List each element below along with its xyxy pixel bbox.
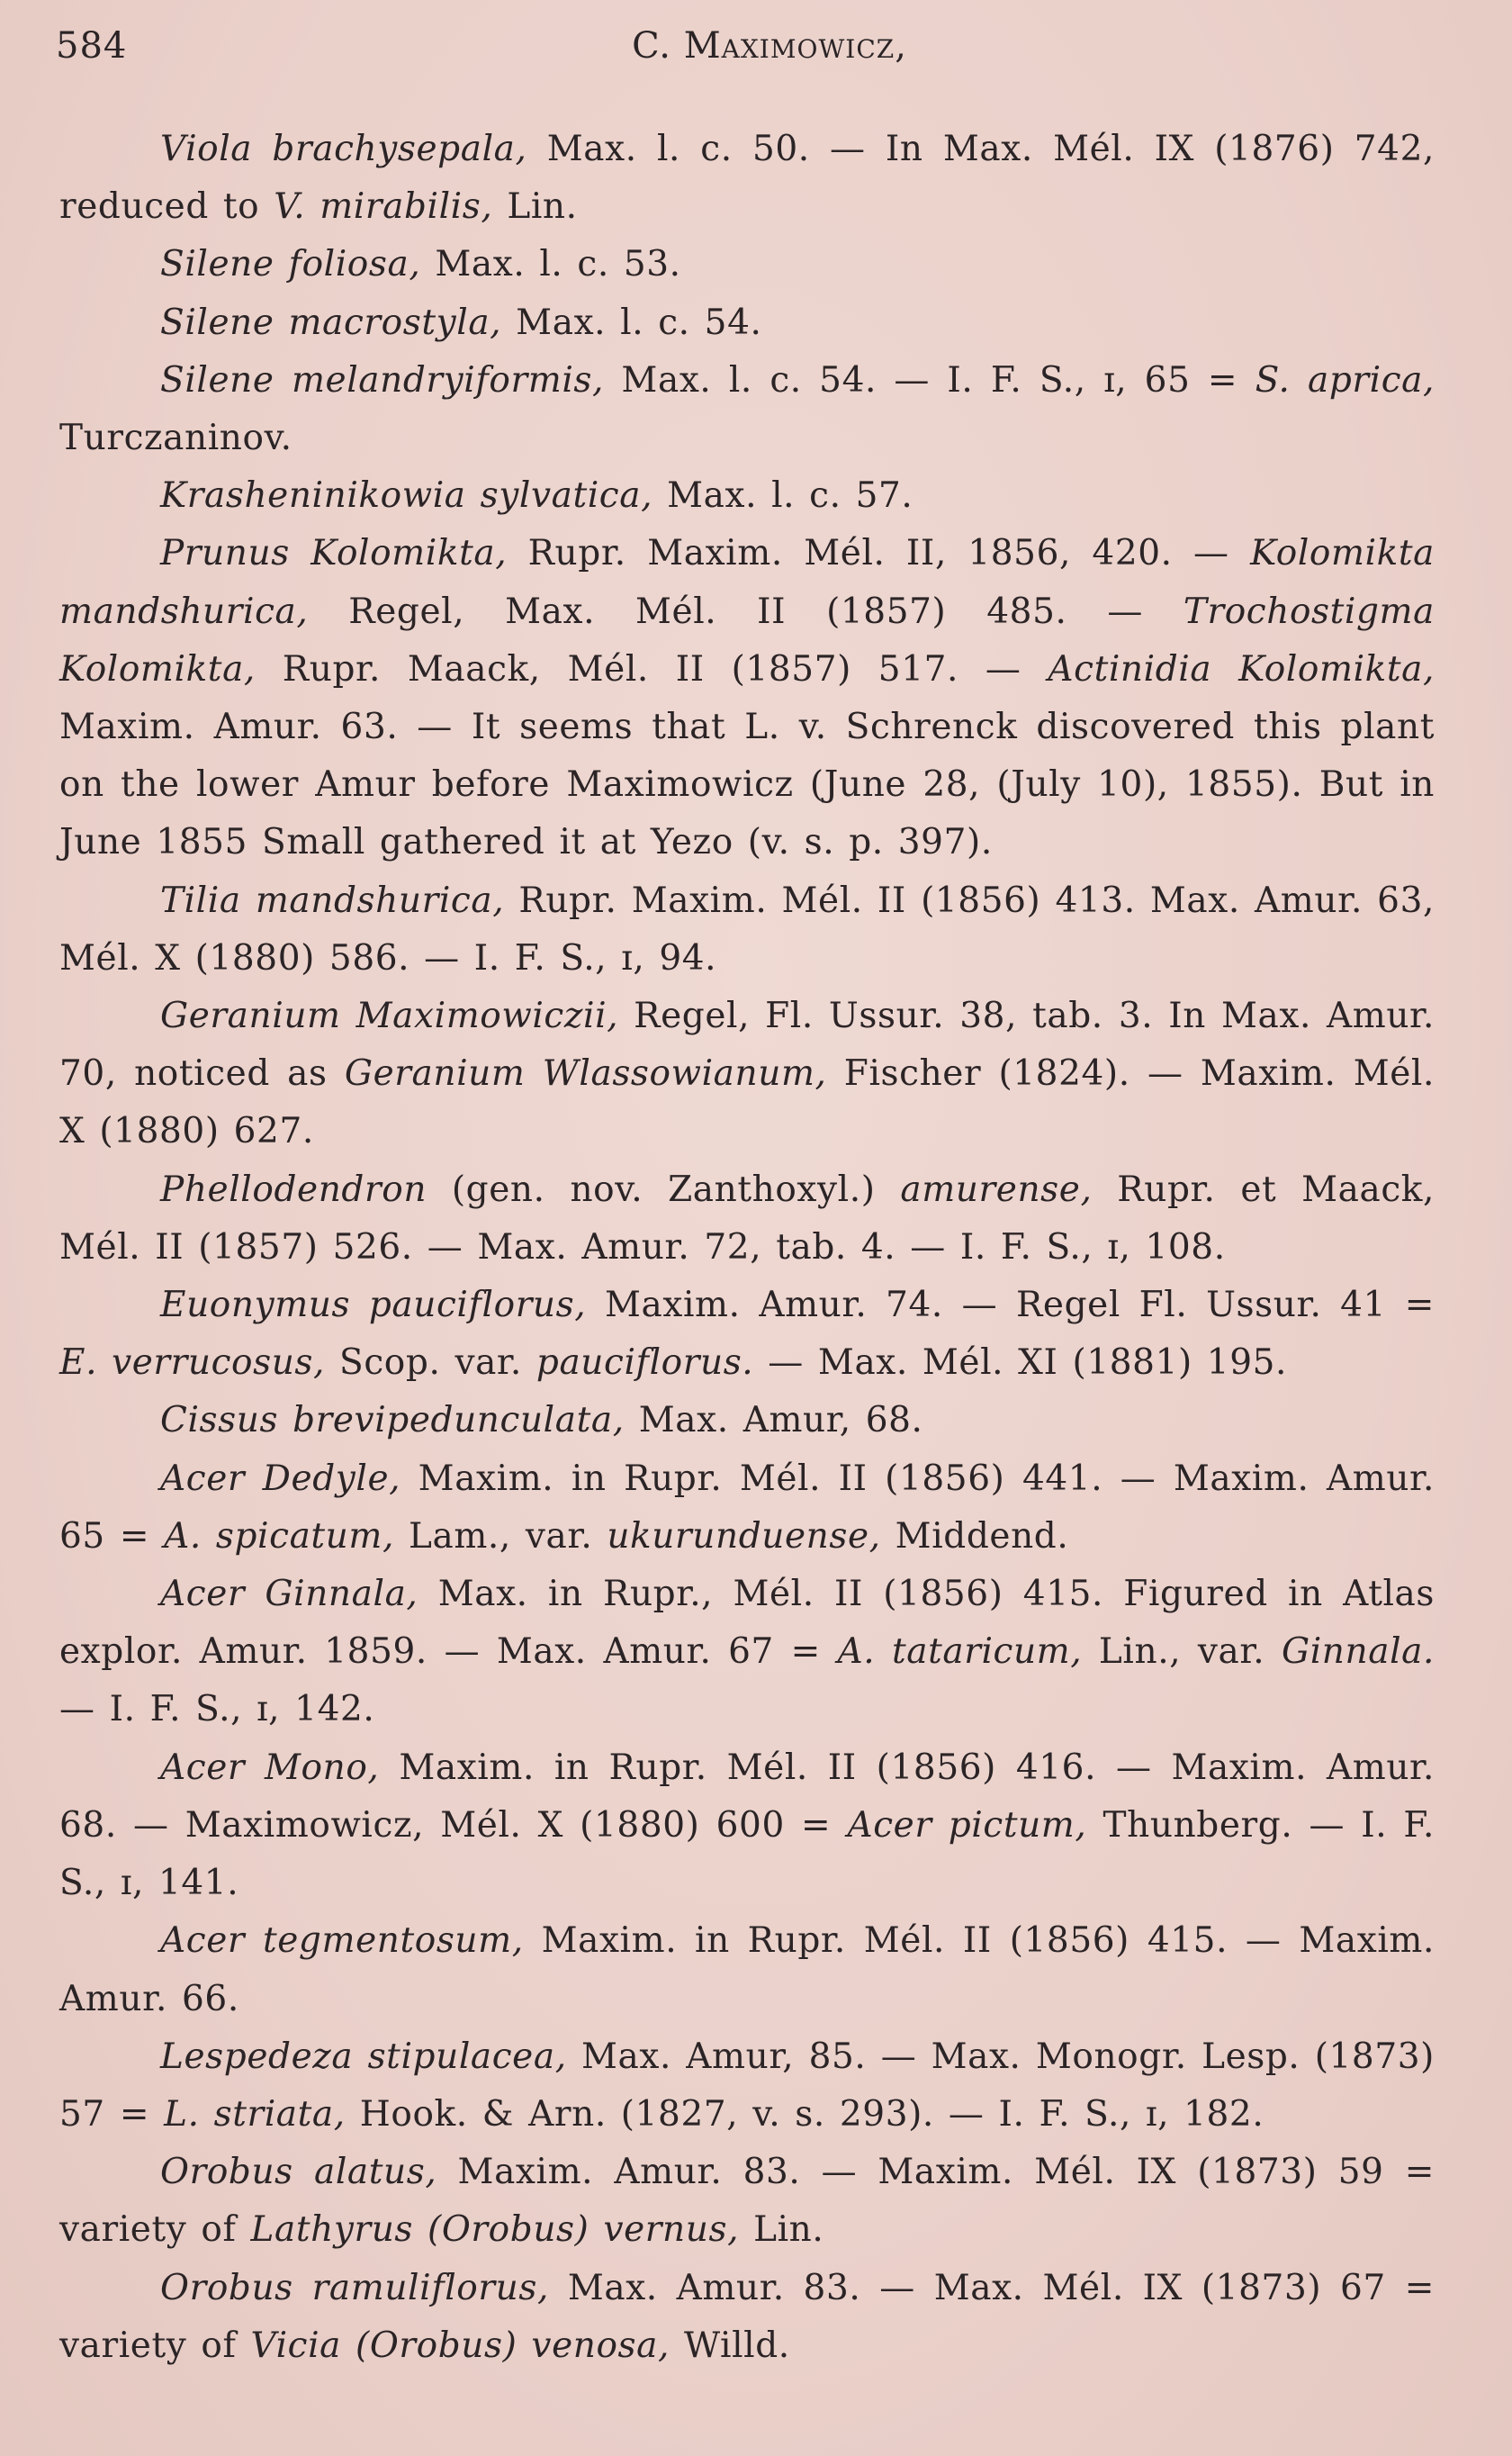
taxon-name: Acer tegmentosum, bbox=[160, 1920, 524, 1962]
citation-text: — Max. Mél. XI (1881) 195. bbox=[753, 1342, 1288, 1384]
page-number: 584 bbox=[56, 25, 128, 67]
citation-text: Rupr. Maack, Mél. II (1857) 517. — bbox=[255, 648, 1048, 690]
taxon-name: A. tataricum, bbox=[837, 1631, 1083, 1673]
species-entry bbox=[59, 121, 1435, 236]
taxon-name: Acer Ginnala, bbox=[160, 1574, 418, 1615]
citation-text: Rupr. et Maack, Mél. II (1857) 526. — Max. Amur. 72, tab. 4. — I. F. S., ɪ, 108. bbox=[59, 1169, 1435, 1268]
taxon-name: Silene foliosa, bbox=[160, 244, 421, 285]
citation-text: Max. Amur, 68. bbox=[624, 1400, 923, 1441]
species-entry bbox=[59, 525, 1435, 871]
species-entry bbox=[59, 1277, 1435, 1392]
citation-text: Middend. bbox=[880, 1515, 1069, 1557]
citation-text: Hook. & Arn. (1827, v. s. 293). — I. F. S., ɪ, 182. bbox=[345, 2093, 1264, 2135]
taxon-name: Kolomikta mandshurica, bbox=[59, 533, 1435, 632]
citation-text: Turczaninov. bbox=[59, 418, 292, 459]
taxon-name: Orobus ramuliflorus, bbox=[160, 2267, 549, 2308]
species-entry bbox=[59, 2260, 1435, 2375]
species-entry bbox=[59, 1392, 1435, 1449]
citation-text: Lin. bbox=[739, 2209, 824, 2251]
citation-text: — I. F. S., ɪ, 142. bbox=[59, 1689, 375, 1730]
citation-text: Max. l. c. 57. bbox=[652, 475, 914, 517]
citation-text: Max. l. c. 53. bbox=[420, 244, 681, 285]
citation-text: Regel, Max. Mél. II (1857) 485. — bbox=[308, 591, 1184, 632]
species-entry bbox=[59, 294, 1435, 352]
species-entry bbox=[59, 2028, 1435, 2144]
taxon-name: ukurunduense, bbox=[607, 1515, 881, 1557]
taxon-name: Tilia mandshurica, bbox=[160, 880, 505, 921]
citation-text: Rupr. Maxim. Mél. II, 1856, 420. — bbox=[507, 533, 1251, 574]
taxon-name: Orobus alatus, bbox=[160, 2152, 437, 2193]
taxon-name: Silene macrostyla, bbox=[160, 302, 502, 343]
taxon-name: pauciflorus. bbox=[536, 1342, 754, 1384]
citation-text: Regel, Fl. Ussur. 38, tab. 3. In Max. Amur. 70, noticed as bbox=[59, 996, 1435, 1095]
species-entry bbox=[59, 236, 1435, 293]
citation-text: Max. l. c. 54. bbox=[501, 302, 762, 343]
page-body bbox=[59, 121, 1435, 2375]
taxon-name: Geranium Maximowiczii, bbox=[160, 996, 619, 1037]
citation-text: Maxim. in Rupr. Mél. II (1856) 416. — Maxim. Amur. 68. — Maximowicz, Mél. X (1880) 600 = bbox=[59, 1747, 1435, 1846]
species-entry bbox=[59, 2144, 1435, 2259]
taxon-name: S. aprica, bbox=[1255, 359, 1435, 401]
taxon-name: Acer Mono, bbox=[160, 1747, 380, 1788]
taxon-name: Geranium Wlassowianum, bbox=[344, 1053, 827, 1095]
taxon-name: Prunus Kolomikta, bbox=[160, 533, 508, 574]
taxon-name: A. spicatum, bbox=[164, 1515, 394, 1557]
citation-text: Fischer (1824). — Maxim. Mél. X (1880) 627. bbox=[59, 1053, 1435, 1152]
citation-text: Lin. bbox=[492, 186, 578, 228]
species-entry bbox=[59, 1566, 1435, 1739]
citation-text: Scop. var. bbox=[325, 1342, 536, 1384]
citation-text: Max. Amur. 83. — Max. Mél. IX (1873) 67 = variety of bbox=[59, 2267, 1436, 2366]
species-entry bbox=[59, 1912, 1435, 2027]
taxon-name: Lespedeza stipulacea, bbox=[160, 2036, 567, 2077]
running-head: C. Maximowicz, bbox=[632, 25, 907, 67]
citation-text: Lin., var. bbox=[1082, 1631, 1282, 1673]
species-entry bbox=[59, 1739, 1435, 1913]
page-header bbox=[56, 25, 1456, 79]
species-entry bbox=[59, 467, 1435, 525]
species-entry bbox=[59, 352, 1435, 467]
citation-text: Maxim. in Rupr. Mél. II (1856) 415. — Maxim. Amur. 66. bbox=[59, 1920, 1435, 2019]
taxon-name: Silene melandryiformis, bbox=[160, 359, 605, 401]
taxon-name: L. striata, bbox=[164, 2093, 346, 2135]
taxon-name: Ginnala. bbox=[1281, 1631, 1435, 1673]
taxon-name: Viola brachysepala, bbox=[160, 129, 527, 169]
citation-text: (gen. nov. Zanthoxyl.) bbox=[427, 1169, 901, 1210]
taxon-name: Krasheninikowia sylvatica, bbox=[160, 475, 653, 517]
taxon-name: Acer Dedyle, bbox=[160, 1458, 401, 1499]
species-entry bbox=[59, 1450, 1435, 1566]
taxon-name: Acer pictum, bbox=[847, 1804, 1087, 1846]
taxon-name: Lathyrus (Orobus) vernus, bbox=[250, 2209, 740, 2251]
citation-text: Willd. bbox=[670, 2325, 790, 2366]
taxon-name: Actinidia Kolomikta, bbox=[1048, 648, 1436, 690]
taxon-name: Trochostigma Kolomikta, bbox=[59, 591, 1435, 690]
citation-text: Thunberg. — I. F. S., ɪ, 141. bbox=[59, 1804, 1436, 1904]
citation-text: Maxim. Amur. 83. — Maxim. Mél. IX (1873) 59 = variety of bbox=[59, 2152, 1435, 2251]
taxon-name: amurense, bbox=[900, 1169, 1093, 1210]
taxon-name: Phellodendron bbox=[160, 1169, 428, 1210]
citation-text: Max. Amur, 85. — Max. Monogr. Lesp. (1873) 57 = bbox=[59, 2036, 1435, 2135]
citation-text: Maxim. Amur. 74. — Regel Fl. Ussur. 41 = bbox=[586, 1285, 1435, 1326]
species-entry bbox=[59, 1161, 1435, 1277]
taxon-name: Cissus brevipedunculata, bbox=[160, 1400, 625, 1441]
citation-text: Maxim. in Rupr. Mél. II (1856) 441. — Maxim. Amur. 65 = bbox=[59, 1458, 1435, 1557]
taxon-name: V. mirabilis, bbox=[274, 186, 493, 228]
citation-text: Lam., var. bbox=[393, 1515, 608, 1557]
taxon-name: Euonymus pauciflorus, bbox=[160, 1285, 587, 1326]
citation-text: Max. l. c. 50. — In Max. Mél. IX (1876) 742, reduced to bbox=[59, 129, 1435, 228]
citation-text: Max. l. c. 54. — I. F. S., ɪ, 65 = bbox=[604, 359, 1256, 401]
species-entry bbox=[59, 988, 1435, 1161]
taxon-name: E. verrucosus, bbox=[59, 1342, 326, 1384]
citation-text: Rupr. Maxim. Mél. II (1856) 413. Max. Amur. 63, Mél. X (1880) 586. — I. F. S., ɪ, 94. bbox=[59, 880, 1435, 979]
taxon-name: Vicia (Orobus) venosa, bbox=[250, 2325, 670, 2366]
citation-text: Max. in Rupr., Mél. II (1856) 415. Figured in Atlas explor. Amur. 1859. — Max. Amur. 67 = bbox=[59, 1574, 1436, 1673]
species-entry bbox=[59, 872, 1435, 988]
citation-text: Maxim. Amur. 63. — It seems that L. v. Schrenck discovered this plant on the lower Amur before Maximowicz (June 28, (July 10), 1855). But in June 1855 Small gathered it at Yezo (v. s. p. 397). bbox=[59, 707, 1435, 863]
